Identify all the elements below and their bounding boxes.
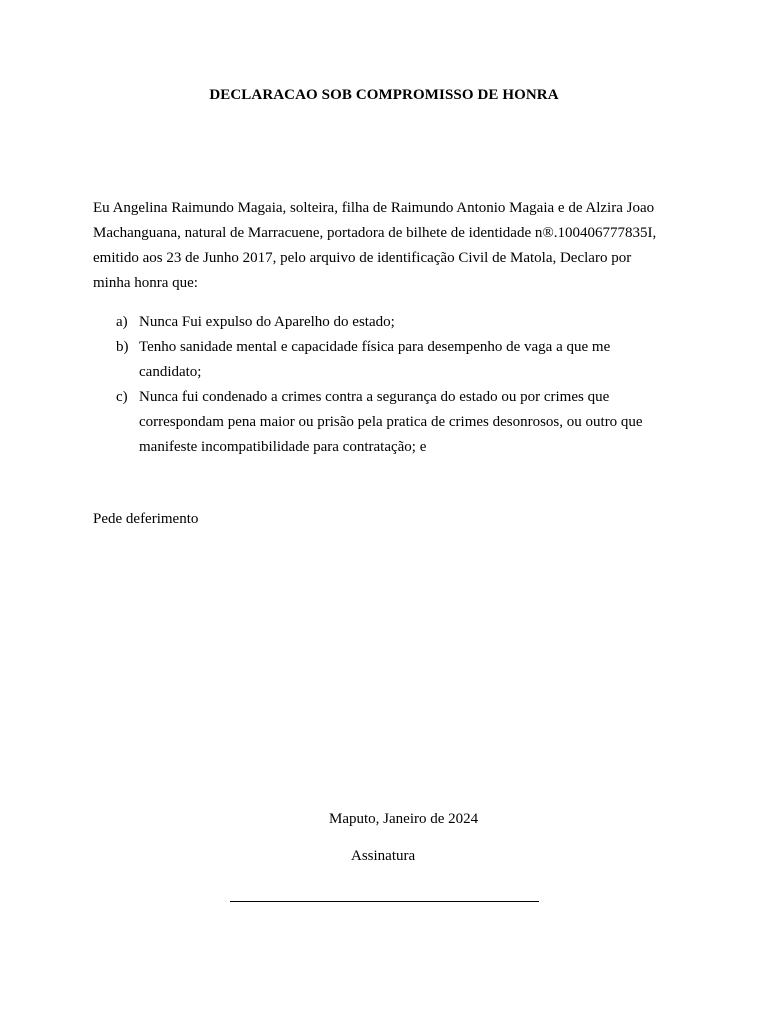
list-item-a [93,310,673,335]
signature-line [230,901,539,902]
list-item-line: manifeste incompatibilidade para contratação; e [139,439,427,455]
document-title: DECLARACAO SOB COMPROMISSO DE HONRA [209,87,559,103]
list-marker: a) [116,314,128,330]
list-marker: b) [116,339,129,355]
paragraph-line: minha honra que: [93,275,198,291]
list-item-b [93,335,673,385]
list-item-c [93,385,673,460]
list-item-line: Tenho sanidade mental e capacidade física para desempenho de vaga a que me [139,339,611,355]
paragraph-line: emitido aos 23 de Junho 2017, pelo arquivo de identificação Civil de Matola, Declaro por [93,250,632,266]
list-item-line: candidato; [139,364,202,380]
paragraph-line: Eu Angelina Raimundo Magaia, solteira, filha de Raimundo Antonio Magaia e de Alzira Joao [93,200,655,216]
list-item-line: Nunca Fui expulso do Aparelho do estado; [139,314,395,330]
declaration-list [93,310,673,460]
list-item-line: correspondam pena maior ou prisão pela pratica de crimes desonrosos, ou outro que [139,414,643,430]
list-item-line: Nunca fui condenado a crimes contra a segurança do estado ou por crimes que [139,389,610,405]
list-marker: c) [116,389,128,405]
paragraph-line: Machanguana, natural de Marracuene, portadora de bilhete de identidade n®.100406777835I, [93,225,657,241]
place-date: Maputo, Janeiro de 2024 [329,811,479,827]
declaration-paragraph [93,196,663,296]
signature-label: Assinatura [351,848,416,864]
closing-text: Pede deferimento [93,511,199,527]
